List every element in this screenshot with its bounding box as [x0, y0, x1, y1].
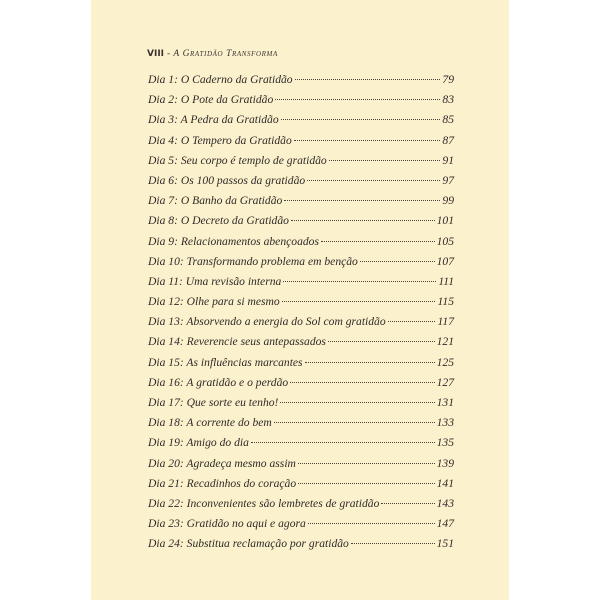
dot-leader [360, 261, 435, 262]
toc-entry-page-number: 115 [437, 295, 454, 309]
toc-entry-page-number: 143 [436, 496, 454, 510]
toc-entry-page-number: 111 [438, 274, 454, 288]
dot-leader [298, 483, 434, 484]
toc-entry [148, 457, 454, 477]
toc-entry-title: Dia 17: Que sorte eu tenho! [148, 396, 279, 409]
toc-entry-title: Dia 6: Os 100 passos da gratidão [148, 173, 306, 187]
toc-entry [148, 396, 454, 416]
book-title: A Gratidão Transforma [173, 49, 278, 59]
toc-entry-page-number: 121 [436, 335, 454, 349]
toc-entry-title: Dia 9: Relacionamentos abençoados [148, 234, 319, 248]
toc-entry-page-number: 139 [436, 456, 454, 470]
running-header [147, 49, 278, 59]
toc-entry-title: Dia 5: Seu corpo é templo de gratidão [148, 153, 327, 167]
toc-entry [148, 255, 454, 275]
toc-entry [148, 154, 454, 174]
toc-entry [148, 235, 454, 255]
toc-entry [148, 416, 454, 436]
table-of-contents [148, 73, 454, 558]
toc-entry [148, 497, 454, 517]
dot-leader [280, 402, 434, 403]
toc-entry [148, 356, 454, 376]
toc-entry [148, 295, 454, 315]
dot-leader [388, 321, 436, 322]
toc-entry-page-number: 105 [436, 234, 454, 248]
dot-leader [282, 301, 436, 302]
toc-entry-title: Dia 10: Transformando problema em benção [148, 254, 358, 268]
toc-entry-title: Dia 1: O Caderno da Gratidão [148, 73, 293, 86]
dot-leader [329, 160, 441, 161]
toc-entry-title: Dia 8: O Decreto da Gratidão [148, 214, 289, 228]
toc-entry-page-number: 85 [442, 113, 454, 127]
toc-entry-page-number: 83 [442, 93, 454, 107]
dot-leader [294, 140, 441, 141]
toc-entry [148, 93, 454, 113]
toc-entry [148, 113, 454, 133]
dot-leader [284, 200, 440, 201]
toc-entry-title: Dia 3: A Pedra da Gratidão [148, 113, 279, 127]
dot-leader [308, 523, 435, 524]
toc-entry [148, 537, 454, 557]
toc-entry-title: Dia 13: Absorvendo a energia do Sol com gratidão [148, 315, 386, 329]
toc-entry-page-number: 135 [436, 436, 454, 450]
toc-entry [148, 436, 454, 456]
toc-entry-title: Dia 2: O Pote da Gratidão [148, 93, 274, 107]
dot-leader [328, 341, 435, 342]
dot-leader [281, 119, 441, 120]
toc-entry-page-number: 131 [436, 396, 454, 409]
toc-entry-title: Dia 11: Uma revisão interna [148, 274, 282, 288]
toc-entry [148, 517, 454, 537]
toc-entry-title: Dia 16: A gratidão e o perdão [148, 375, 289, 389]
toc-entry [148, 73, 454, 93]
header-separator: - [167, 49, 171, 59]
dot-leader [283, 281, 436, 282]
dot-leader [305, 362, 435, 363]
toc-entry-title: Dia 21: Recadinhos do coração [148, 476, 297, 490]
dot-leader [307, 180, 440, 181]
toc-entry-page-number: 127 [436, 375, 454, 389]
toc-entry-title: Dia 7: O Banho da Gratidão [148, 194, 283, 208]
toc-entry [148, 214, 454, 234]
page-number-roman: VIII [147, 49, 165, 59]
toc-entry-page-number: 117 [437, 315, 454, 329]
toc-entry-page-number: 141 [436, 476, 454, 490]
toc-entry-title: Dia 18: A corrente do bem [148, 416, 272, 430]
toc-entry-title: Dia 15: As influências marcantes [148, 355, 303, 369]
toc-entry [148, 134, 454, 154]
toc-entry-title: Dia 22: Inconvenientes são lembretes de gratidão [148, 496, 380, 510]
dot-leader [381, 503, 434, 504]
toc-entry-title: Dia 24: Substitua reclamação por gratidão [148, 537, 349, 551]
toc-entry-title: Dia 20: Agradeça mesmo assim [148, 456, 296, 470]
toc-entry-title: Dia 19: Amigo do dia [148, 436, 249, 450]
dot-leader [290, 382, 434, 383]
toc-entry [148, 194, 454, 214]
toc-entry-page-number: 97 [442, 173, 454, 187]
toc-entry [148, 315, 454, 335]
dot-leader [321, 241, 435, 242]
toc-entry-page-number: 79 [442, 73, 454, 86]
toc-entry [148, 335, 454, 355]
toc-entry-page-number: 107 [436, 254, 454, 268]
toc-entry [148, 174, 454, 194]
toc-entry-page-number: 147 [436, 517, 454, 531]
toc-entry-page-number: 87 [442, 133, 454, 147]
dot-leader [275, 99, 440, 100]
toc-entry-title: Dia 4: O Tempero da Gratidão [148, 133, 292, 147]
dot-leader [291, 220, 435, 221]
dot-leader [251, 442, 435, 443]
toc-entry [148, 477, 454, 497]
toc-entry-title: Dia 12: Olhe para si mesmo [148, 295, 280, 309]
toc-entry-page-number: 125 [436, 355, 454, 369]
toc-entry-title: Dia 14: Reverencie seus antepassados [148, 335, 326, 349]
toc-entry [148, 376, 454, 396]
dot-leader [298, 463, 435, 464]
dot-leader [274, 422, 435, 423]
toc-entry-page-number: 101 [436, 214, 454, 228]
toc-entry-page-number: 133 [436, 416, 454, 430]
dot-leader [351, 543, 435, 544]
toc-entry [148, 275, 454, 295]
toc-entry-page-number: 91 [442, 153, 454, 167]
toc-entry-page-number: 151 [436, 537, 454, 551]
toc-entry-page-number: 99 [442, 194, 454, 208]
dot-leader [295, 79, 441, 80]
book-page [91, 0, 509, 600]
toc-entry-title: Dia 23: Gratidão no aqui e agora [148, 517, 306, 531]
